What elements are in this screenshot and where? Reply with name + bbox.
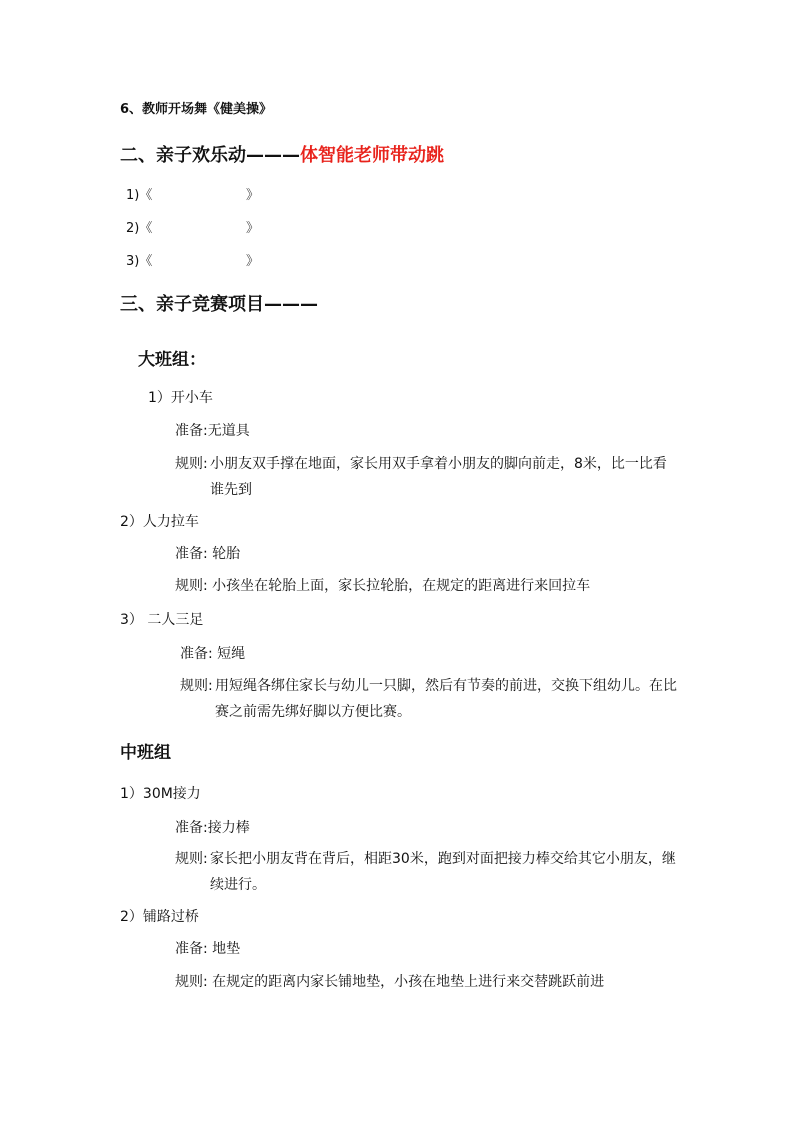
rule-text: 家长把小朋友背在背后，相距30米，跑到对面把接力棒交给其它小朋友，继续进行。 <box>210 851 676 893</box>
prep-value: 短绳 <box>212 646 246 662</box>
rule-text: 在规定的距离内家长铺地垫，小孩在地垫上进行来交替跳跃前进 <box>207 974 605 990</box>
rule-label: 规则: <box>175 851 208 867</box>
prep-value: 地垫 <box>207 941 241 957</box>
section-2-title-highlight: 体智能老师带动跳 <box>300 145 444 166</box>
rule-text: 小孩坐在轮胎上面，家长拉轮胎，在规定的距离进行来回拉车 <box>207 578 591 594</box>
item-close: 》 <box>246 221 260 236</box>
prep-label: 准备: <box>175 820 208 836</box>
prep-value: 无道具 <box>207 423 250 439</box>
big-game-3-rule <box>180 673 678 725</box>
prep-label: 准备: <box>180 646 213 662</box>
rule-label: 规则: <box>180 678 213 694</box>
prep-label: 准备: <box>175 423 208 439</box>
middle-game-2-rule <box>175 971 604 991</box>
big-class-heading: 大班组： <box>138 350 206 370</box>
item-open: 1)《 <box>126 188 153 203</box>
big-game-1-prep <box>175 420 250 440</box>
rule-label: 规则: <box>175 456 208 472</box>
section-2-item-3 <box>126 250 260 269</box>
big-game-2-prep <box>175 543 240 563</box>
rule-text: 用短绳各绑住家长与幼儿一只脚，然后有节奏的前进，交换下组幼儿。在比赛之前需先绑好脚以方便比赛。 <box>215 678 677 720</box>
item-close: 》 <box>246 188 260 203</box>
middle-game-2-prep <box>175 938 240 958</box>
section-2-title-prefix: 二、亲子欢乐动——— <box>120 145 300 166</box>
middle-game-1-rule <box>175 846 680 898</box>
prep-value: 轮胎 <box>207 546 241 562</box>
item-open: 3)《 <box>126 254 153 269</box>
big-game-2-title: 2）人力拉车 <box>120 514 199 530</box>
item-close: 》 <box>246 254 260 269</box>
item-6-opening-dance: 6、教师开场舞《健美操》 <box>120 102 273 117</box>
prep-label: 准备: <box>175 941 208 957</box>
big-game-1-title: 1）开小车 <box>148 390 213 406</box>
prep-label: 准备: <box>175 546 208 562</box>
big-game-2-rule <box>175 575 590 595</box>
middle-game-1-title: 1）30M接力 <box>120 786 201 802</box>
section-3-title: 三、亲子竞赛项目——— <box>120 294 318 315</box>
prep-value: 接力棒 <box>207 820 250 836</box>
middle-game-2-title: 2）铺路过桥 <box>120 909 199 925</box>
item-open: 2)《 <box>126 221 153 236</box>
big-game-3-title: 3） 二人三足 <box>120 612 204 628</box>
middle-class-heading: 中班组 <box>120 743 171 763</box>
section-2-title <box>120 141 444 167</box>
section-2-item-1 <box>126 184 260 203</box>
rule-label: 规则: <box>175 974 208 990</box>
middle-game-1-prep <box>175 817 250 837</box>
rule-label: 规则: <box>175 578 208 594</box>
rule-text: 小朋友双手撑在地面，家长用双手拿着小朋友的脚向前走，8米，比一比看谁先到 <box>210 456 667 498</box>
big-game-3-prep <box>180 643 245 663</box>
section-2-item-2 <box>126 217 260 236</box>
big-game-1-rule <box>175 451 680 503</box>
